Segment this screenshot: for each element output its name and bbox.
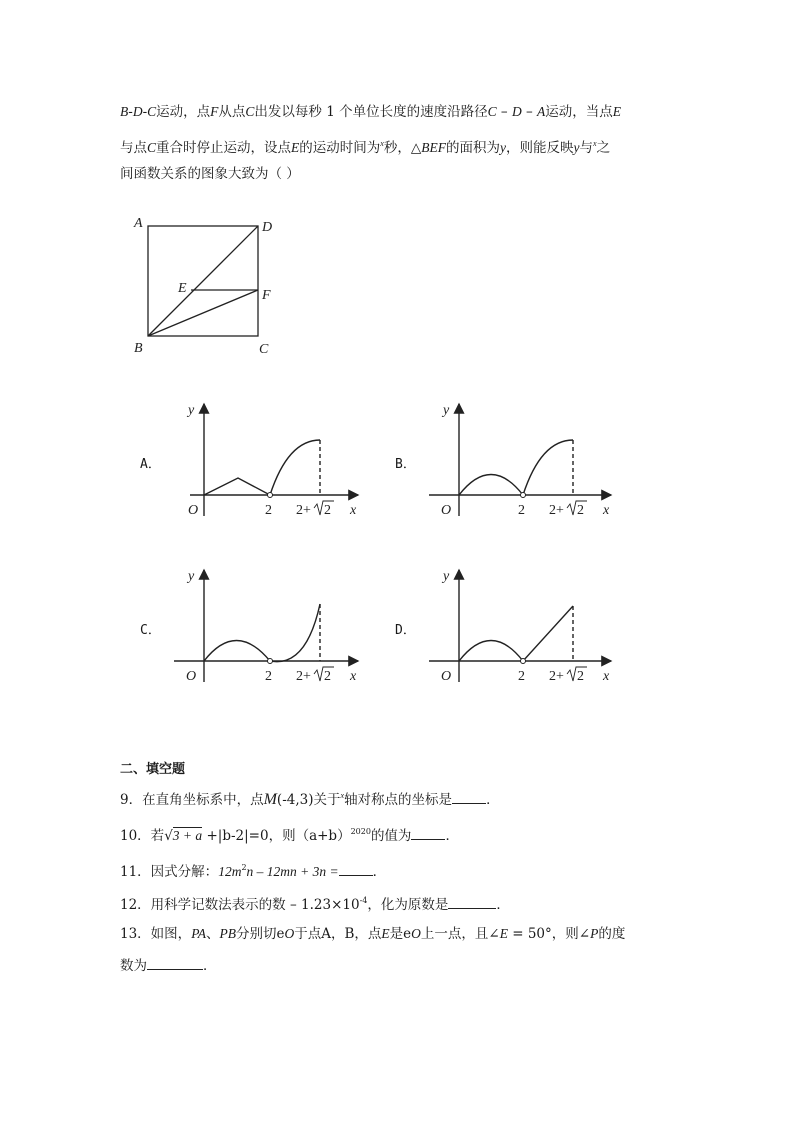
curve-part-1	[204, 641, 270, 662]
segment-bf	[148, 290, 258, 336]
open-point	[521, 493, 526, 498]
tick-2: 2	[518, 669, 525, 684]
label-b: B	[134, 341, 143, 356]
origin-label: O	[188, 503, 199, 518]
curve-part-2	[523, 606, 573, 661]
y-label: y	[443, 403, 450, 418]
tick-end-radicand: 2	[577, 669, 584, 684]
choice-a-label: A．	[140, 457, 161, 472]
question-line-1: B-D-C运动，点F从点C出发以每秒 1 个单位长度的速度沿路径C – D – A运动，当点E	[120, 104, 622, 120]
x-label: x	[350, 669, 357, 684]
tick-end-radicand: 2	[324, 669, 331, 684]
question-line-3: 间函数关系的图象大致为（ ）	[120, 166, 300, 182]
choice-b-label: B．	[395, 457, 416, 472]
curve-part-1	[459, 641, 523, 662]
answer-blank[interactable]	[411, 827, 445, 840]
section-title: 二、填空题	[120, 762, 186, 777]
tick-2: 2	[518, 503, 525, 518]
question-line-2: 与点C重合时停止运动，设点E的运动时间为$^x$秒，△BEF的面积为y，则能反映y与$^x$之	[120, 139, 611, 156]
choice-c-label: C．	[140, 623, 161, 638]
tick-end-radicand: 2	[324, 503, 331, 518]
curve-part-2	[270, 440, 320, 495]
x-label: x	[603, 669, 610, 684]
label-e: E	[178, 281, 187, 296]
label-a: A	[134, 216, 143, 231]
question-13-cont: 数为 ．	[120, 958, 217, 974]
y-label: y	[188, 403, 195, 418]
open-point	[521, 659, 526, 664]
origin-label: O	[441, 669, 452, 684]
curve-part-2	[270, 604, 320, 662]
tick-end-prefix: 2+	[296, 669, 311, 684]
tick-end-radicand: 2	[577, 503, 584, 518]
graph-b	[427, 398, 627, 523]
tick-2: 2	[265, 503, 272, 518]
graph-a	[172, 398, 372, 523]
tick-end-prefix: 2+	[549, 669, 564, 684]
curve-part-1	[459, 475, 523, 496]
open-point	[268, 659, 273, 664]
sqrt-symbol: √	[164, 828, 173, 844]
tick-2: 2	[265, 669, 272, 684]
answer-blank[interactable]	[448, 896, 496, 909]
answer-blank[interactable]	[452, 791, 486, 804]
question-12: 12．用科学记数法表示的数 – $1.23\times 10^{-4}$，化为原数是 ．	[120, 896, 510, 913]
square-figure	[128, 210, 288, 360]
label-d: D	[262, 220, 273, 235]
answer-blank[interactable]	[147, 957, 203, 970]
graph-c	[172, 564, 372, 689]
question-13: 13．如图，PA、PB分别切eO于点A，B，点E是eO上一点，且∠E = 50°，则∠P的度	[120, 926, 626, 942]
tick-end-prefix: 2+	[549, 503, 564, 518]
curve-part-2	[523, 440, 573, 495]
label-f: F	[262, 288, 271, 303]
label-c: C	[259, 342, 269, 357]
y-label: y	[443, 569, 450, 584]
x-label: x	[350, 503, 357, 518]
diagonal-bd	[148, 226, 258, 336]
y-label: y	[188, 569, 195, 584]
question-10: 10．若√3 + a +|b-2|=0，则$(a+b)^{2020}$的值为 ．	[120, 827, 459, 844]
graph-d	[427, 564, 627, 689]
origin-label: O	[186, 669, 197, 684]
tick-end-prefix: 2+	[296, 503, 311, 518]
question-11: 11．因式分解：$12m^2n - 12mn + 3n$ = ．	[120, 863, 387, 880]
x-label: x	[603, 503, 610, 518]
question-9: 9．在直角坐标系中，点M(-4,3)关于$^x$轴对称点的坐标是 ．	[120, 791, 500, 808]
choice-d-label: D．	[395, 623, 416, 638]
open-point	[268, 493, 273, 498]
curve-part-1	[204, 478, 270, 495]
origin-label: O	[441, 503, 452, 518]
answer-blank[interactable]	[339, 863, 373, 876]
